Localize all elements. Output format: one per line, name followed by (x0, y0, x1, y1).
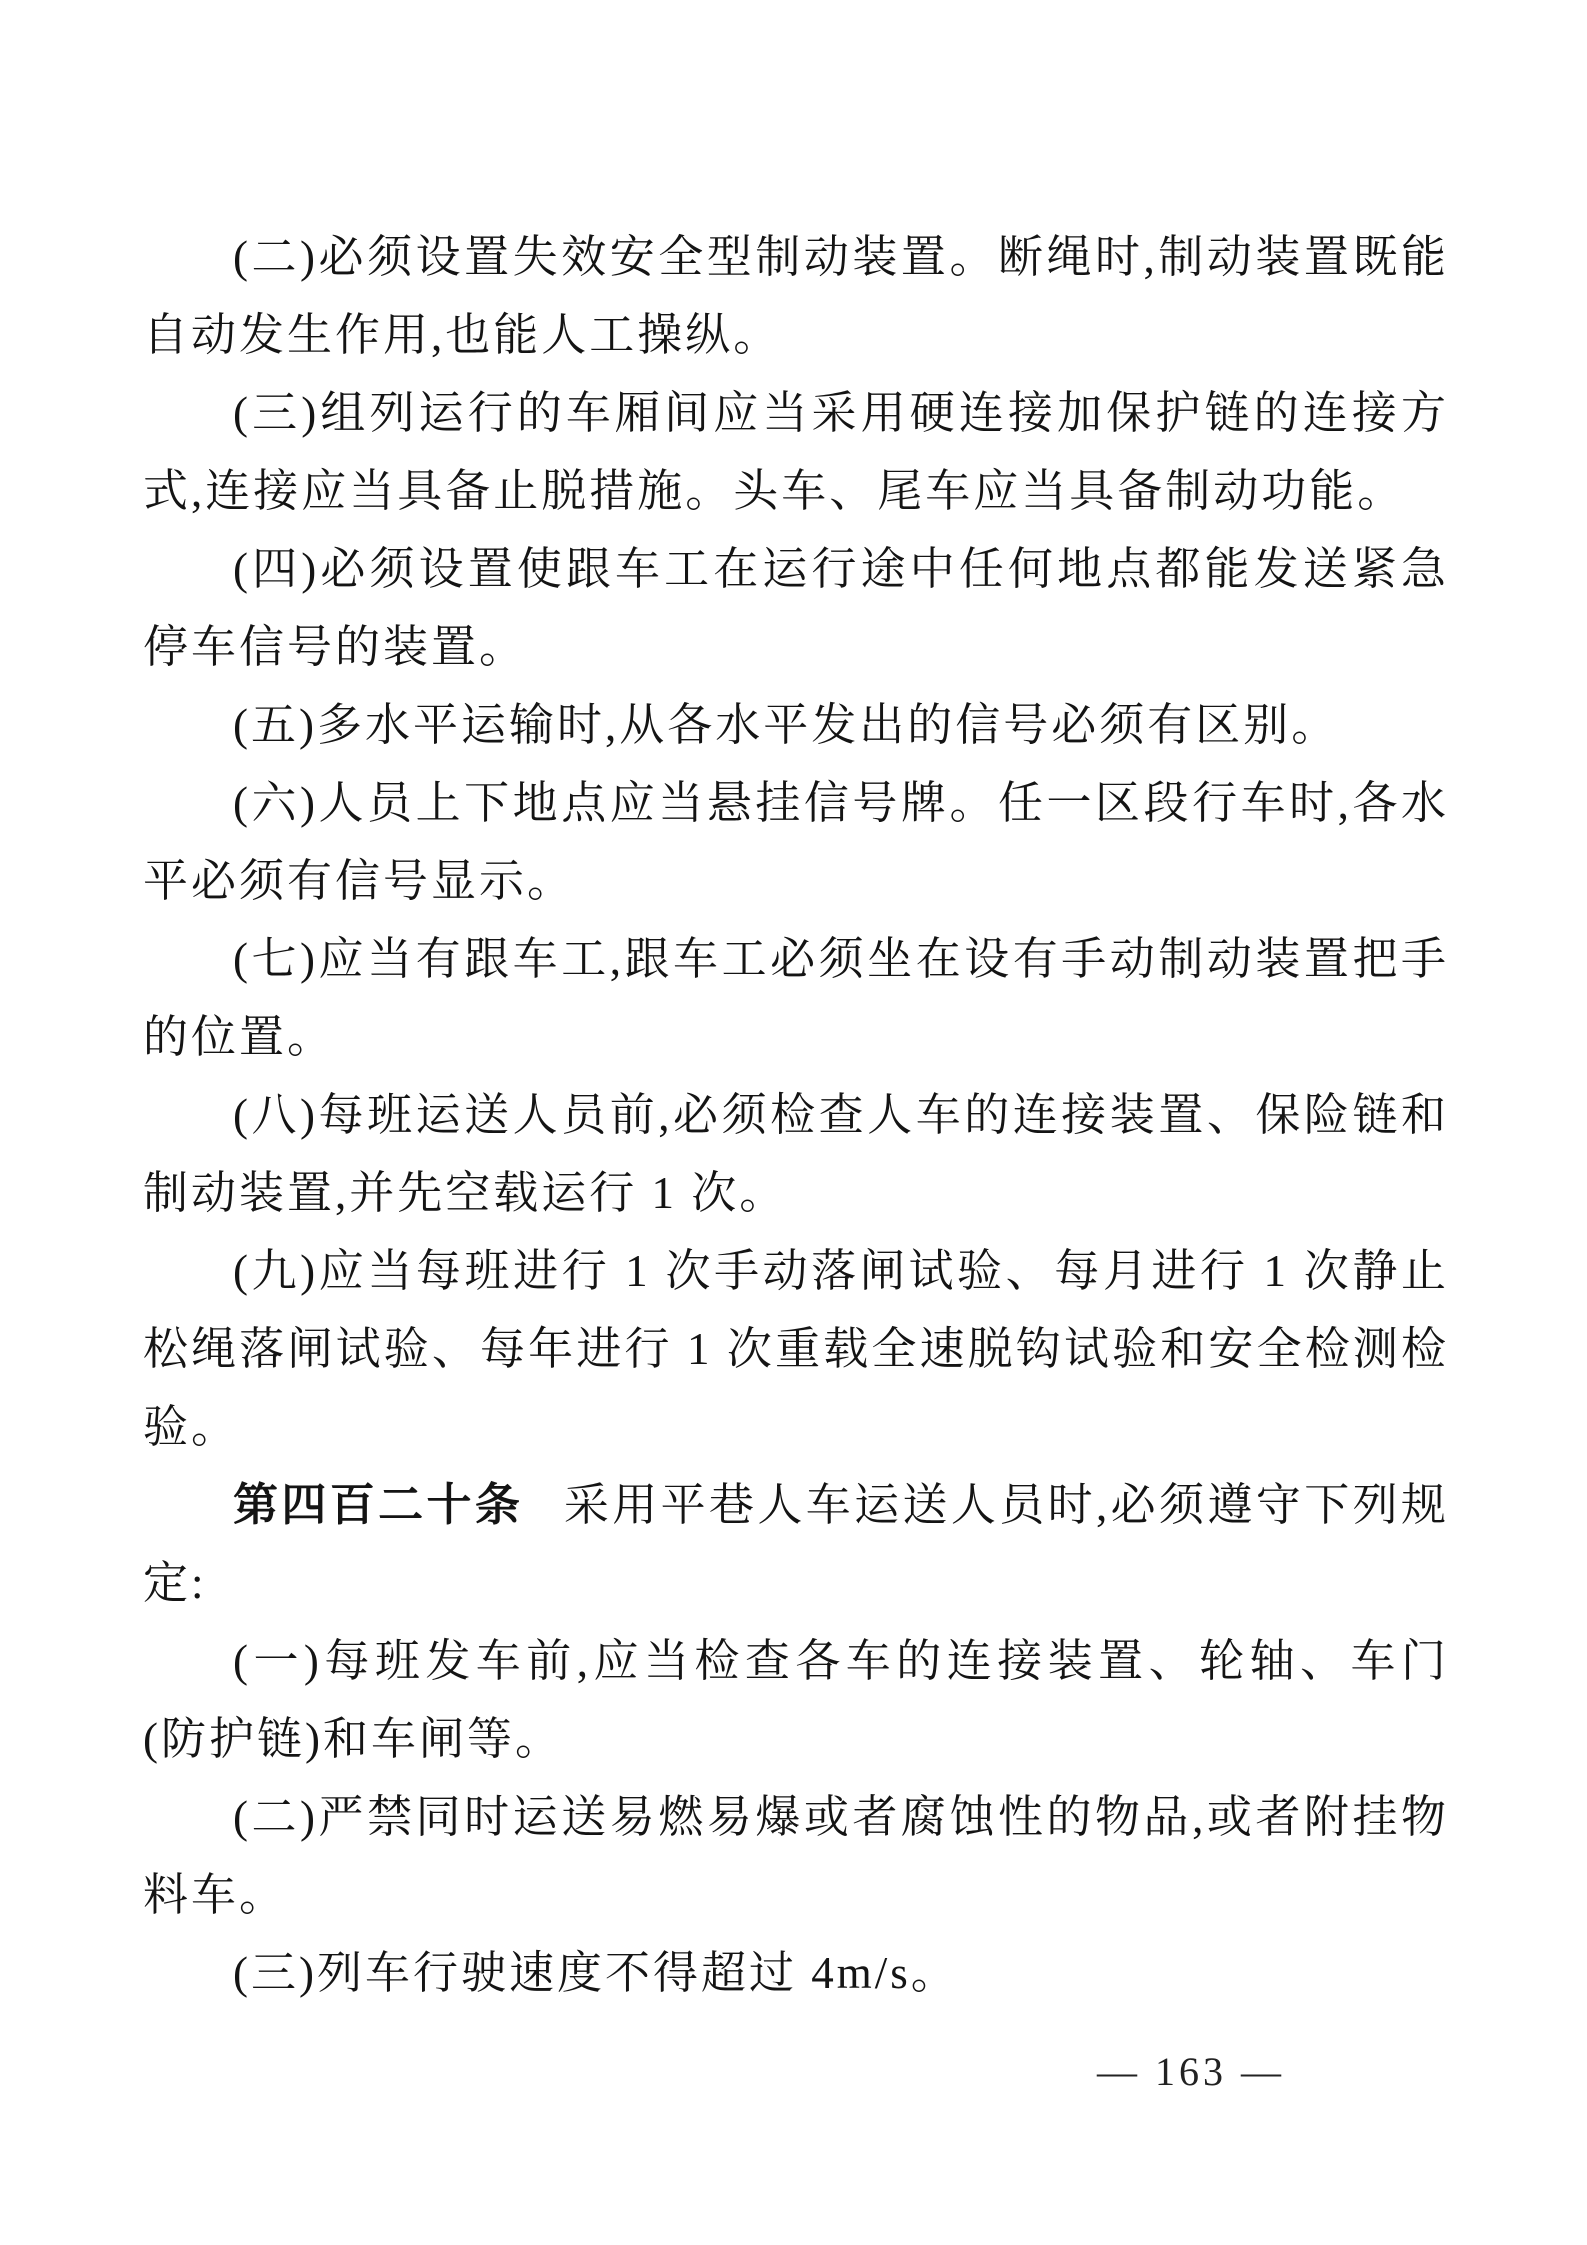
document-text-block (143, 218, 1449, 2012)
clause-paragraph: (二)必须设置失效安全型制动装置。断绳时,制动装置既能自动发生作用,也能人工操纵。 (143, 232, 1449, 360)
clause-paragraph: (九)应当每班进行 1 次手动落闸试验、每月进行 1 次静止松绳落闸试验、每年进行 1 次重载全速脱钩试验和安全检测检验。 (143, 1246, 1449, 1452)
clause-paragraph: (二)严禁同时运送易燃易爆或者腐蚀性的物品,或者附挂物料车。 (143, 1792, 1449, 1920)
article-number-label: 第四百二十条 (233, 1479, 524, 1530)
article-heading-text: 采用平巷人车运送人员时,必须遵守下列规定: (143, 1480, 1449, 1608)
clause-paragraph: (八)每班运送人员前,必须检查人车的连接装置、保险链和制动装置,并先空载运行 1 次。 (143, 1090, 1449, 1218)
article-heading-paragraph (143, 1466, 1449, 1622)
clause-paragraph: (七)应当有跟车工,跟车工必须坐在设有手动制动装置把手的位置。 (143, 934, 1449, 1062)
clause-paragraph: (三)列车行驶速度不得超过 4m/s。 (233, 1948, 959, 1998)
page-number: — 163 — (1097, 2049, 1285, 2094)
clause-paragraph: (四)必须设置使跟车工在运行途中任何地点都能发送紧急停车信号的装置。 (143, 544, 1449, 672)
clause-paragraph: (五)多水平运输时,从各水平发出的信号必须有区别。 (233, 700, 1340, 750)
clause-paragraph: (三)组列运行的车厢间应当采用硬连接加保护链的连接方式,连接应当具备止脱措施。头车、尾车应当具备制动功能。 (143, 388, 1449, 516)
clause-paragraph: (六)人员上下地点应当悬挂信号牌。任一区段行车时,各水平必须有信号显示。 (143, 778, 1449, 906)
clause-paragraph: (一)每班发车前,应当检查各车的连接装置、轮轴、车门(防护链)和车闸等。 (143, 1636, 1449, 1764)
